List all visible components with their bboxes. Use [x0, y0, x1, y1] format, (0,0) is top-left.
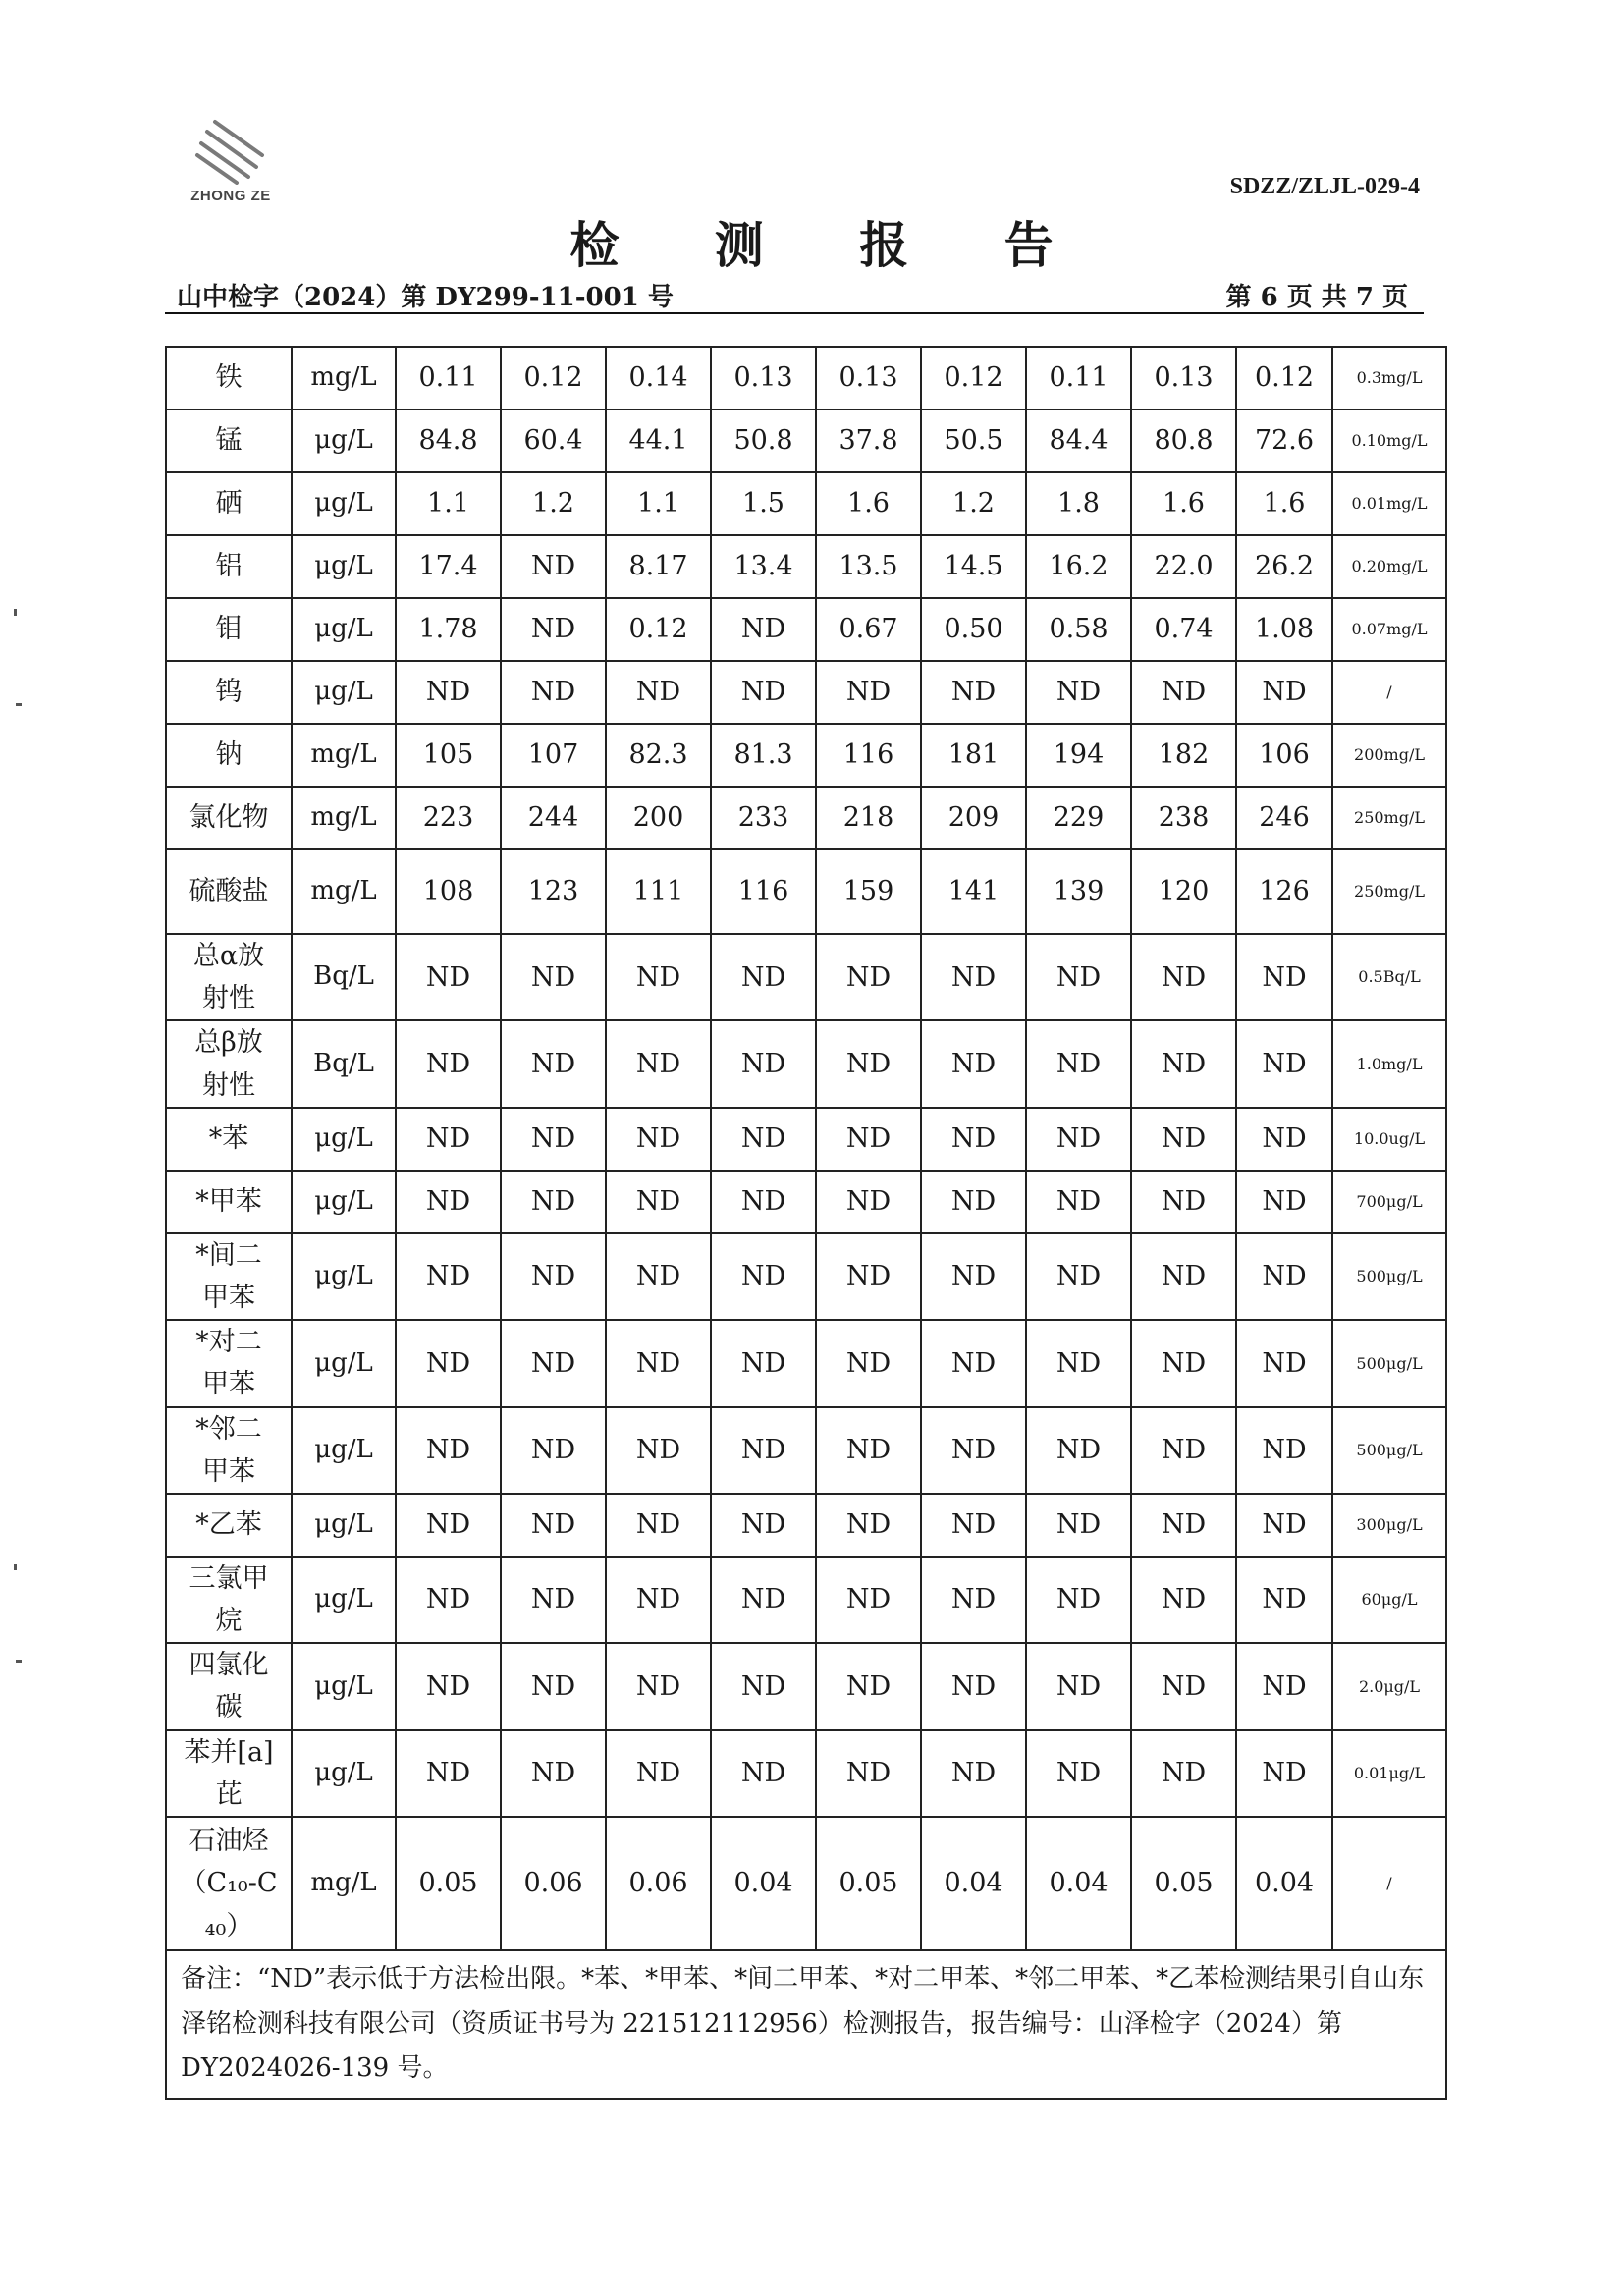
- result-value-cell: ND: [1026, 1320, 1131, 1406]
- result-value-cell: ND: [501, 1494, 606, 1557]
- logo-mark-icon: [193, 116, 272, 185]
- result-value-cell: ND: [501, 1407, 606, 1494]
- result-value-cell: 0.50: [921, 598, 1026, 661]
- result-value-cell: 108: [396, 849, 501, 934]
- result-value-cell: ND: [501, 934, 606, 1020]
- scan-mark: [14, 1564, 17, 1570]
- result-value-cell: 1.2: [921, 472, 1026, 535]
- result-value-cell: ND: [711, 1233, 816, 1320]
- result-value-cell: 1.5: [711, 472, 816, 535]
- item-name-cell: 钼: [166, 598, 292, 661]
- result-value-cell: ND: [606, 1643, 711, 1729]
- item-name-cell: 硫酸盐: [166, 849, 292, 934]
- result-value-cell: 82.3: [606, 724, 711, 787]
- result-value-cell: ND: [921, 1407, 1026, 1494]
- result-value-cell: 81.3: [711, 724, 816, 787]
- result-value-cell: 37.8: [816, 410, 921, 472]
- limit-value-cell: /: [1332, 661, 1446, 724]
- result-value-cell: 0.12: [606, 598, 711, 661]
- result-value-cell: 0.13: [711, 347, 816, 410]
- result-value-cell: 1.6: [816, 472, 921, 535]
- result-value-cell: 218: [816, 787, 921, 849]
- result-value-cell: ND: [711, 1730, 816, 1817]
- result-value-cell: 105: [396, 724, 501, 787]
- limit-value-cell: 250mg/L: [1332, 849, 1446, 934]
- table-row: [166, 1643, 1446, 1729]
- result-value-cell: ND: [606, 1407, 711, 1494]
- result-value-cell: 13.5: [816, 535, 921, 598]
- result-value-cell: ND: [1026, 661, 1131, 724]
- result-value-cell: ND: [501, 1233, 606, 1320]
- result-value-cell: 1.6: [1236, 472, 1332, 535]
- result-value-cell: ND: [711, 1407, 816, 1494]
- result-value-cell: ND: [606, 1557, 711, 1643]
- result-value-cell: 0.06: [606, 1817, 711, 1950]
- result-value-cell: 84.4: [1026, 410, 1131, 472]
- result-value-cell: 72.6: [1236, 410, 1332, 472]
- table-row: [166, 661, 1446, 724]
- result-value-cell: ND: [396, 1557, 501, 1643]
- result-value-cell: 181: [921, 724, 1026, 787]
- result-value-cell: 1.2: [501, 472, 606, 535]
- result-value-cell: ND: [711, 1494, 816, 1557]
- result-value-cell: ND: [1131, 934, 1236, 1020]
- result-value-cell: ND: [1236, 1108, 1332, 1171]
- result-value-cell: ND: [711, 598, 816, 661]
- result-value-cell: 80.8: [1131, 410, 1236, 472]
- result-value-cell: ND: [1026, 1557, 1131, 1643]
- result-value-cell: ND: [816, 1320, 921, 1406]
- result-value-cell: ND: [1131, 1643, 1236, 1729]
- result-value-cell: ND: [711, 1557, 816, 1643]
- result-value-cell: ND: [396, 1171, 501, 1233]
- result-value-cell: 107: [501, 724, 606, 787]
- result-value-cell: 194: [1026, 724, 1131, 787]
- scan-mark: [14, 609, 17, 616]
- table-row: [166, 934, 1446, 1020]
- result-value-cell: ND: [711, 1020, 816, 1107]
- result-value-cell: ND: [396, 1233, 501, 1320]
- unit-cell: Bq/L: [292, 934, 396, 1020]
- result-value-cell: 0.58: [1026, 598, 1131, 661]
- item-name-cell: *苯: [166, 1108, 292, 1171]
- limit-value-cell: 10.0ug/L: [1332, 1108, 1446, 1171]
- table-row: [166, 1020, 1446, 1107]
- result-value-cell: ND: [1236, 934, 1332, 1020]
- result-value-cell: 0.04: [921, 1817, 1026, 1950]
- result-value-cell: ND: [1026, 1643, 1131, 1729]
- result-value-cell: ND: [921, 1233, 1026, 1320]
- item-name-cell: *对二 甲苯: [166, 1320, 292, 1406]
- document-code: SDZZ/ZLJL-029-4: [1229, 174, 1420, 199]
- result-value-cell: ND: [606, 1730, 711, 1817]
- result-value-cell: ND: [1236, 1730, 1332, 1817]
- result-value-cell: 0.05: [816, 1817, 921, 1950]
- report-subheader: [165, 273, 1424, 314]
- result-value-cell: ND: [1131, 661, 1236, 724]
- result-value-cell: ND: [816, 1643, 921, 1729]
- result-value-cell: 126: [1236, 849, 1332, 934]
- result-value-cell: 1.8: [1026, 472, 1131, 535]
- result-value-cell: ND: [1026, 1494, 1131, 1557]
- result-value-cell: 0.04: [1026, 1817, 1131, 1950]
- result-value-cell: ND: [1131, 1233, 1236, 1320]
- item-name-cell: *乙苯: [166, 1494, 292, 1557]
- limit-value-cell: 250mg/L: [1332, 787, 1446, 849]
- result-value-cell: ND: [1236, 1643, 1332, 1729]
- result-value-cell: ND: [501, 1171, 606, 1233]
- table-row: [166, 1557, 1446, 1643]
- table-row: [166, 1407, 1446, 1494]
- result-value-cell: ND: [711, 1320, 816, 1406]
- result-value-cell: ND: [396, 1320, 501, 1406]
- result-value-cell: ND: [711, 661, 816, 724]
- unit-cell: mg/L: [292, 787, 396, 849]
- unit-cell: μg/L: [292, 1320, 396, 1406]
- table-row: [166, 1730, 1446, 1817]
- result-value-cell: ND: [711, 1171, 816, 1233]
- result-value-cell: ND: [396, 1020, 501, 1107]
- table-row: [166, 787, 1446, 849]
- unit-cell: μg/L: [292, 1407, 396, 1494]
- item-name-cell: 三氯甲 烷: [166, 1557, 292, 1643]
- result-value-cell: ND: [1236, 1320, 1332, 1406]
- table-row: [166, 1494, 1446, 1557]
- page-indicator: 第 6 页 共 7 页: [1225, 283, 1408, 312]
- result-value-cell: ND: [921, 1108, 1026, 1171]
- limit-value-cell: 700μg/L: [1332, 1171, 1446, 1233]
- result-value-cell: ND: [1236, 1557, 1332, 1643]
- result-value-cell: ND: [1026, 1020, 1131, 1107]
- result-value-cell: 141: [921, 849, 1026, 934]
- unit-cell: mg/L: [292, 724, 396, 787]
- result-value-cell: ND: [1026, 934, 1131, 1020]
- result-value-cell: 13.4: [711, 535, 816, 598]
- result-value-cell: ND: [921, 1643, 1026, 1729]
- result-value-cell: ND: [606, 934, 711, 1020]
- item-name-cell: 铝: [166, 535, 292, 598]
- result-value-cell: 182: [1131, 724, 1236, 787]
- result-value-cell: ND: [1131, 1108, 1236, 1171]
- result-value-cell: 209: [921, 787, 1026, 849]
- result-value-cell: 244: [501, 787, 606, 849]
- limit-value-cell: 300μg/L: [1332, 1494, 1446, 1557]
- result-value-cell: 139: [1026, 849, 1131, 934]
- result-value-cell: 1.78: [396, 598, 501, 661]
- unit-cell: μg/L: [292, 410, 396, 472]
- result-value-cell: ND: [1026, 1108, 1131, 1171]
- result-value-cell: 50.8: [711, 410, 816, 472]
- result-value-cell: ND: [606, 1171, 711, 1233]
- result-value-cell: ND: [1236, 1171, 1332, 1233]
- table-row: [166, 724, 1446, 787]
- limit-value-cell: 60μg/L: [1332, 1557, 1446, 1643]
- limit-value-cell: 500μg/L: [1332, 1407, 1446, 1494]
- result-value-cell: ND: [396, 1643, 501, 1729]
- limit-value-cell: 200mg/L: [1332, 724, 1446, 787]
- result-value-cell: ND: [501, 1557, 606, 1643]
- result-value-cell: 16.2: [1026, 535, 1131, 598]
- result-value-cell: 1.1: [396, 472, 501, 535]
- item-name-cell: 苯并[a] 芘: [166, 1730, 292, 1817]
- result-value-cell: ND: [711, 1108, 816, 1171]
- result-value-cell: ND: [501, 535, 606, 598]
- table-row: [166, 410, 1446, 472]
- logo-text: ZHONG ZE: [190, 188, 271, 204]
- table-row: [166, 1171, 1446, 1233]
- result-value-cell: 50.5: [921, 410, 1026, 472]
- table-row: [166, 535, 1446, 598]
- result-value-cell: ND: [816, 1171, 921, 1233]
- result-value-cell: ND: [816, 1020, 921, 1107]
- result-value-cell: 229: [1026, 787, 1131, 849]
- result-value-cell: 0.13: [816, 347, 921, 410]
- item-name-cell: 总β放 射性: [166, 1020, 292, 1107]
- item-name-cell: 锰: [166, 410, 292, 472]
- result-value-cell: 17.4: [396, 535, 501, 598]
- table-row: [166, 1817, 1446, 1950]
- unit-cell: μg/L: [292, 1494, 396, 1557]
- result-value-cell: ND: [921, 661, 1026, 724]
- result-value-cell: 123: [501, 849, 606, 934]
- result-value-cell: ND: [396, 934, 501, 1020]
- result-value-cell: 120: [1131, 849, 1236, 934]
- limit-value-cell: 0.01μg/L: [1332, 1730, 1446, 1817]
- result-value-cell: ND: [1131, 1494, 1236, 1557]
- item-name-cell: 总α放 射性: [166, 934, 292, 1020]
- result-value-cell: 26.2: [1236, 535, 1332, 598]
- result-value-cell: ND: [396, 661, 501, 724]
- result-value-cell: 60.4: [501, 410, 606, 472]
- table-row: [166, 1108, 1446, 1171]
- result-value-cell: ND: [396, 1494, 501, 1557]
- unit-cell: μg/L: [292, 535, 396, 598]
- result-value-cell: 106: [1236, 724, 1332, 787]
- table-row: [166, 1233, 1446, 1320]
- result-value-cell: 0.04: [711, 1817, 816, 1950]
- result-value-cell: ND: [921, 1020, 1026, 1107]
- unit-cell: mg/L: [292, 849, 396, 934]
- result-value-cell: ND: [816, 1233, 921, 1320]
- result-value-cell: 1.6: [1131, 472, 1236, 535]
- result-value-cell: ND: [816, 1494, 921, 1557]
- result-value-cell: 0.05: [396, 1817, 501, 1950]
- limit-value-cell: 0.5Bq/L: [1332, 934, 1446, 1020]
- item-name-cell: *邻二 甲苯: [166, 1407, 292, 1494]
- unit-cell: μg/L: [292, 1233, 396, 1320]
- remarks-note: 备注：“ND”表示低于方法检出限。*苯、*甲苯、*间二甲苯、*对二甲苯、*邻二甲苯、*乙苯检测结果引自山东泽铭检测科技有限公司（资质证书号为 221512112956）检测报告，报告编号：山泽检字（2024）第 DY2024026-139 号。: [166, 1950, 1446, 2099]
- result-value-cell: ND: [1026, 1171, 1131, 1233]
- result-value-cell: ND: [501, 1020, 606, 1107]
- result-value-cell: 116: [816, 724, 921, 787]
- result-value-cell: ND: [396, 1108, 501, 1171]
- item-name-cell: 硒: [166, 472, 292, 535]
- result-value-cell: ND: [816, 1407, 921, 1494]
- table-row: [166, 472, 1446, 535]
- result-value-cell: ND: [1131, 1320, 1236, 1406]
- result-value-cell: ND: [921, 1557, 1026, 1643]
- result-value-cell: ND: [1236, 1233, 1332, 1320]
- result-value-cell: 223: [396, 787, 501, 849]
- result-value-cell: ND: [606, 1233, 711, 1320]
- result-value-cell: ND: [816, 1557, 921, 1643]
- result-value-cell: ND: [1131, 1557, 1236, 1643]
- result-value-cell: ND: [606, 1320, 711, 1406]
- limit-value-cell: 500μg/L: [1332, 1320, 1446, 1406]
- result-value-cell: 0.11: [396, 347, 501, 410]
- result-value-cell: 246: [1236, 787, 1332, 849]
- result-value-cell: ND: [606, 661, 711, 724]
- result-value-cell: ND: [1236, 1407, 1332, 1494]
- result-value-cell: 14.5: [921, 535, 1026, 598]
- result-value-cell: ND: [1026, 1730, 1131, 1817]
- result-value-cell: 0.12: [501, 347, 606, 410]
- unit-cell: Bq/L: [292, 1020, 396, 1107]
- result-value-cell: ND: [711, 934, 816, 1020]
- limit-value-cell: 0.20mg/L: [1332, 535, 1446, 598]
- table-row: [166, 598, 1446, 661]
- unit-cell: μg/L: [292, 1108, 396, 1171]
- result-value-cell: 238: [1131, 787, 1236, 849]
- unit-cell: μg/L: [292, 1557, 396, 1643]
- unit-cell: μg/L: [292, 1171, 396, 1233]
- item-name-cell: 铁: [166, 347, 292, 410]
- limit-value-cell: 1.0mg/L: [1332, 1020, 1446, 1107]
- table-row: [166, 849, 1446, 934]
- result-value-cell: ND: [921, 1171, 1026, 1233]
- report-number: 山中检字（2024）第 DY299-11-001 号: [177, 283, 674, 312]
- result-value-cell: 0.14: [606, 347, 711, 410]
- scan-mark: [16, 703, 22, 706]
- item-name-cell: 四氯化 碳: [166, 1643, 292, 1729]
- result-value-cell: 8.17: [606, 535, 711, 598]
- limit-value-cell: 500μg/L: [1332, 1233, 1446, 1320]
- result-value-cell: ND: [501, 1730, 606, 1817]
- result-value-cell: ND: [1026, 1233, 1131, 1320]
- result-value-cell: ND: [1236, 1494, 1332, 1557]
- result-value-cell: ND: [606, 1108, 711, 1171]
- result-value-cell: ND: [1236, 661, 1332, 724]
- limit-value-cell: 0.01mg/L: [1332, 472, 1446, 535]
- result-value-cell: ND: [921, 1494, 1026, 1557]
- limit-value-cell: 0.3mg/L: [1332, 347, 1446, 410]
- result-value-cell: 1.1: [606, 472, 711, 535]
- result-value-cell: 22.0: [1131, 535, 1236, 598]
- result-value-cell: ND: [1236, 1020, 1332, 1107]
- result-value-cell: ND: [1131, 1407, 1236, 1494]
- result-value-cell: ND: [501, 598, 606, 661]
- unit-cell: μg/L: [292, 1730, 396, 1817]
- limit-value-cell: /: [1332, 1817, 1446, 1950]
- result-value-cell: ND: [1131, 1730, 1236, 1817]
- result-value-cell: ND: [606, 1020, 711, 1107]
- result-value-cell: 200: [606, 787, 711, 849]
- result-value-cell: 84.8: [396, 410, 501, 472]
- item-name-cell: *甲苯: [166, 1171, 292, 1233]
- item-name-cell: 钠: [166, 724, 292, 787]
- result-value-cell: ND: [711, 1643, 816, 1729]
- result-value-cell: 233: [711, 787, 816, 849]
- result-value-cell: ND: [816, 934, 921, 1020]
- result-value-cell: 159: [816, 849, 921, 934]
- result-value-cell: 0.04: [1236, 1817, 1332, 1950]
- result-value-cell: 0.67: [816, 598, 921, 661]
- result-value-cell: ND: [921, 1730, 1026, 1817]
- item-name-cell: 石油烃 （C₁₀-C ₄₀）: [166, 1817, 292, 1950]
- result-value-cell: ND: [816, 661, 921, 724]
- result-value-cell: ND: [501, 661, 606, 724]
- results-table: [165, 346, 1447, 2100]
- result-value-cell: 0.12: [921, 347, 1026, 410]
- result-value-cell: 0.12: [1236, 347, 1332, 410]
- result-value-cell: ND: [606, 1494, 711, 1557]
- limit-value-cell: 0.07mg/L: [1332, 598, 1446, 661]
- table-row: [166, 347, 1446, 410]
- result-value-cell: ND: [501, 1320, 606, 1406]
- result-value-cell: 0.05: [1131, 1817, 1236, 1950]
- result-value-cell: ND: [921, 1320, 1026, 1406]
- result-value-cell: 0.74: [1131, 598, 1236, 661]
- unit-cell: μg/L: [292, 1643, 396, 1729]
- result-value-cell: ND: [921, 934, 1026, 1020]
- result-value-cell: ND: [501, 1643, 606, 1729]
- result-value-cell: ND: [396, 1730, 501, 1817]
- item-name-cell: *间二 甲苯: [166, 1233, 292, 1320]
- result-value-cell: 0.13: [1131, 347, 1236, 410]
- table-row: [166, 1320, 1446, 1406]
- limit-value-cell: 2.0μg/L: [1332, 1643, 1446, 1729]
- result-value-cell: ND: [816, 1108, 921, 1171]
- item-name-cell: 氯化物: [166, 787, 292, 849]
- result-value-cell: 1.08: [1236, 598, 1332, 661]
- unit-cell: μg/L: [292, 661, 396, 724]
- result-value-cell: 0.06: [501, 1817, 606, 1950]
- result-value-cell: ND: [501, 1108, 606, 1171]
- note-row: [166, 1950, 1446, 2099]
- scan-mark: [16, 1660, 22, 1663]
- page-title: 检 测 报 告: [569, 216, 1093, 274]
- result-value-cell: 0.11: [1026, 347, 1131, 410]
- result-value-cell: ND: [816, 1730, 921, 1817]
- unit-cell: mg/L: [292, 1817, 396, 1950]
- unit-cell: mg/L: [292, 347, 396, 410]
- company-logo: [182, 116, 299, 209]
- limit-value-cell: 0.10mg/L: [1332, 410, 1446, 472]
- unit-cell: μg/L: [292, 472, 396, 535]
- result-value-cell: ND: [1131, 1020, 1236, 1107]
- unit-cell: μg/L: [292, 598, 396, 661]
- result-value-cell: ND: [1131, 1171, 1236, 1233]
- result-value-cell: 44.1: [606, 410, 711, 472]
- item-name-cell: 钨: [166, 661, 292, 724]
- result-value-cell: 111: [606, 849, 711, 934]
- result-value-cell: ND: [396, 1407, 501, 1494]
- result-value-cell: 116: [711, 849, 816, 934]
- result-value-cell: ND: [1026, 1407, 1131, 1494]
